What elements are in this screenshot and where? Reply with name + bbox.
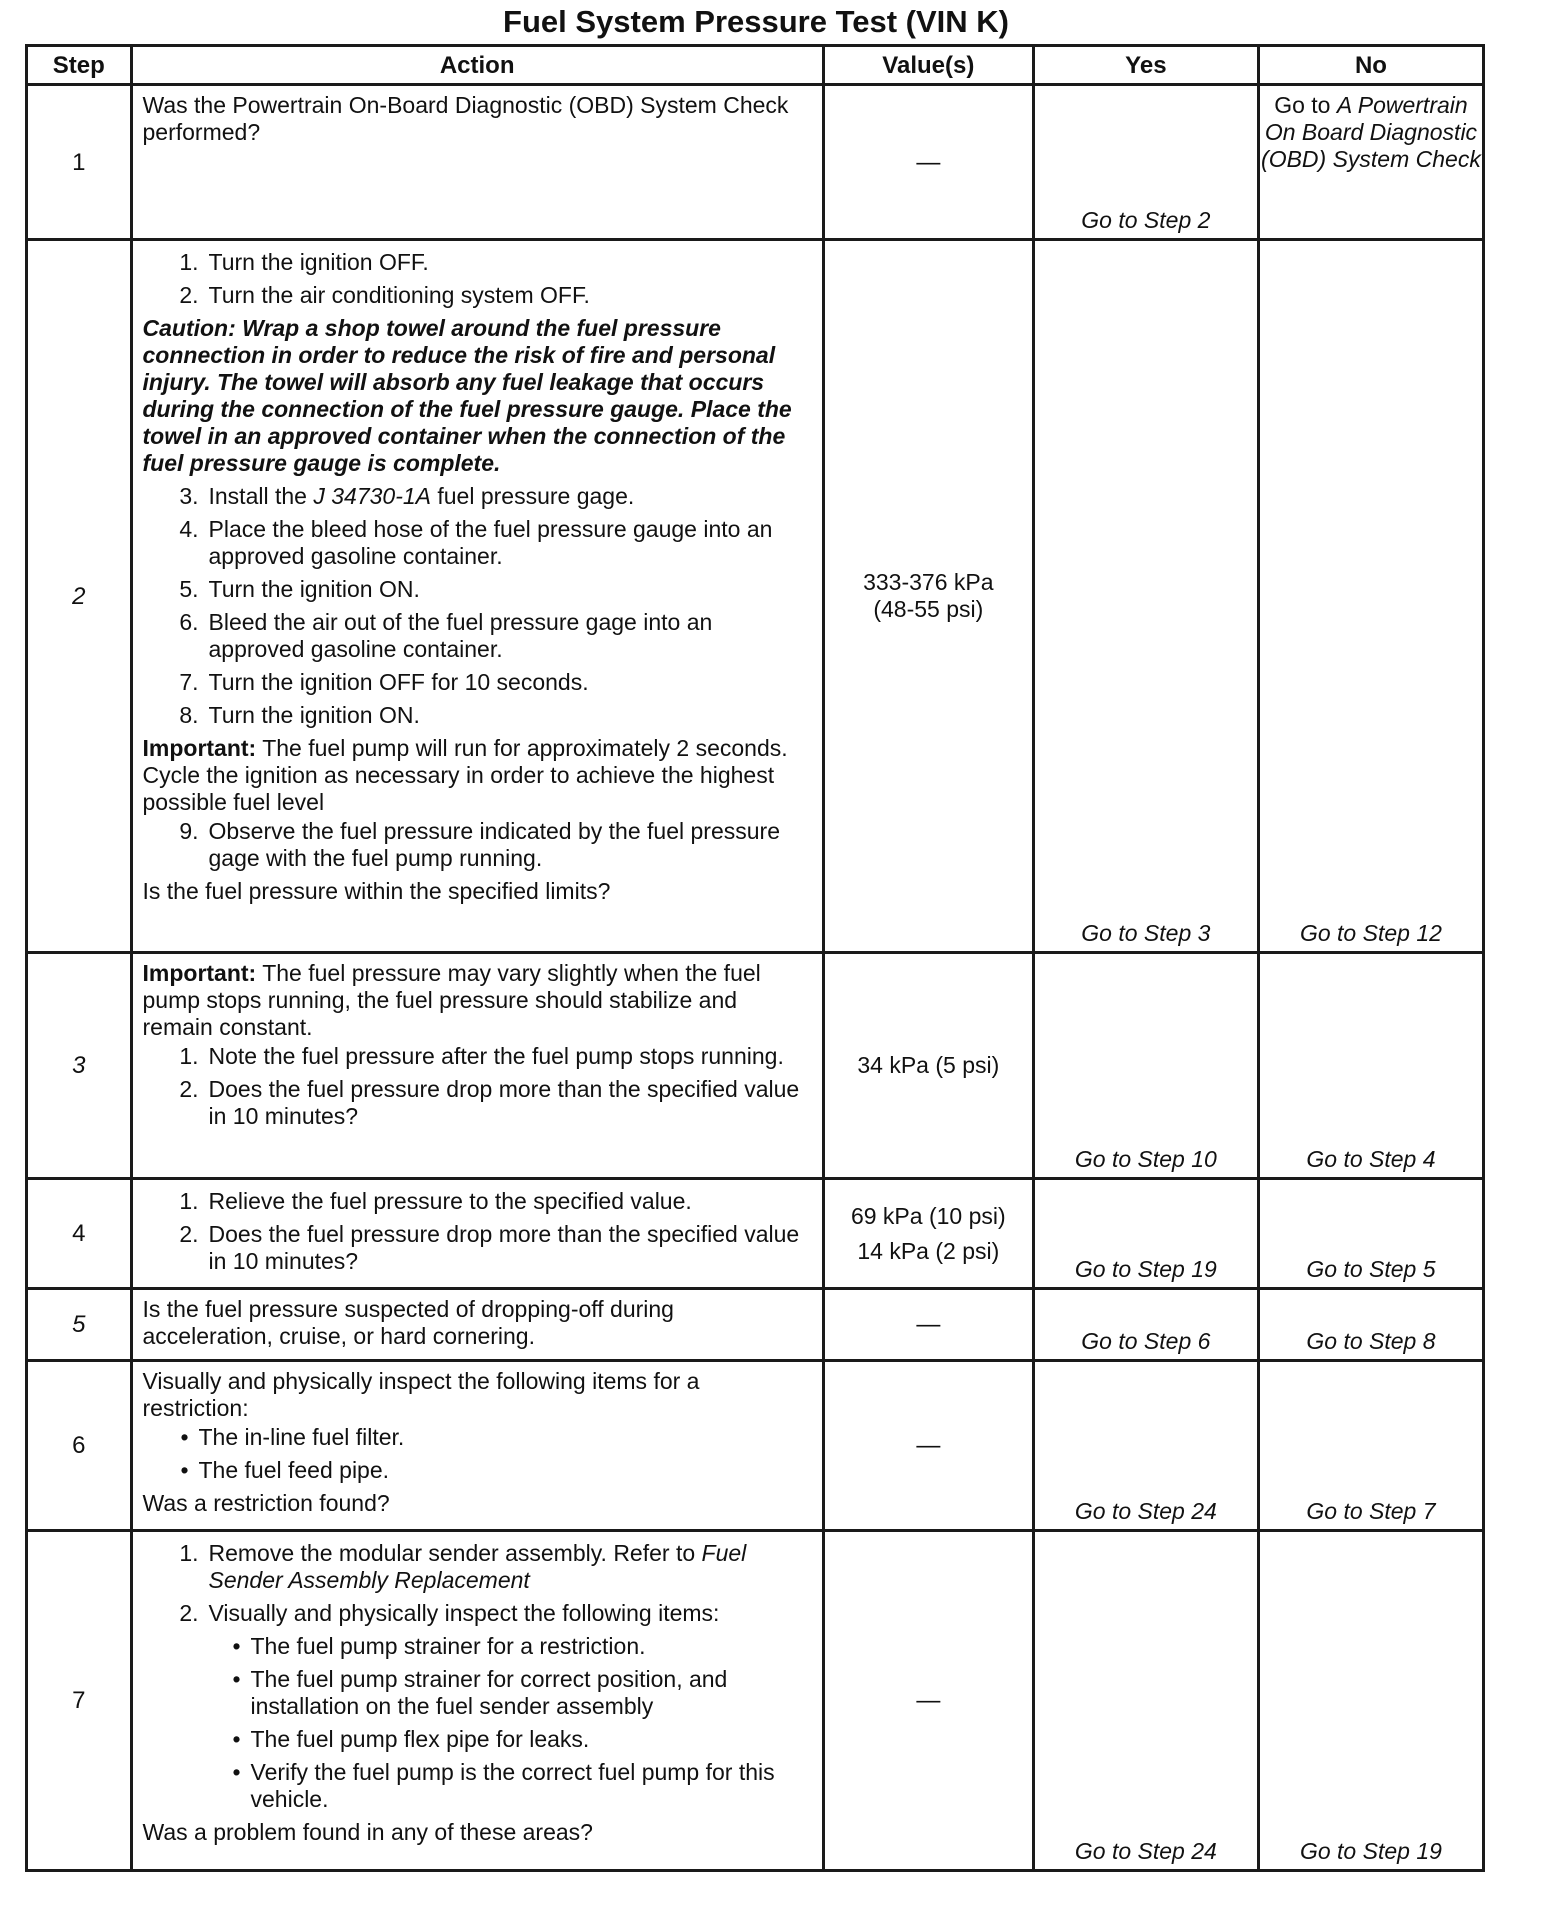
header-values: Value(s): [823, 46, 1033, 85]
value-text: —: [916, 148, 941, 176]
step-number: 4: [27, 1179, 132, 1289]
yes-cell: [1033, 1361, 1258, 1531]
step-number: 5: [27, 1289, 132, 1361]
bullet-item: • The in-line fuel filter.: [180, 1424, 405, 1450]
list-item: 5. Turn the ignition ON.: [179, 576, 420, 602]
action-cell: [131, 1361, 823, 1531]
no-link[interactable]: Go to Step 12: [1299, 920, 1442, 946]
no-cell: [1258, 85, 1483, 240]
no-cell: [1258, 1531, 1483, 1871]
step-number: 3: [27, 953, 132, 1179]
table-row: [27, 1289, 1484, 1361]
list-item: 7. Turn the ignition OFF for 10 seconds.: [179, 669, 589, 695]
value-cell: [823, 1179, 1033, 1289]
procedure-link[interactable]: Fuel Sender Assembly Replacement: [208, 1540, 747, 1593]
bullet-item: • The fuel pump strainer for correct position, and installation on the fuel sender assembly: [232, 1666, 728, 1719]
no-link[interactable]: Go to Step 4: [1306, 1146, 1436, 1172]
yes-cell: [1033, 85, 1258, 240]
action-text: Is the fuel pressure suspected of dropping-off during acceleration, cruise, or hard cornering.: [142, 1296, 674, 1349]
list-item: 1. Remove the modular sender assembly. Refer to Fuel Sender Assembly Replacement: [179, 1540, 747, 1593]
yes-link[interactable]: Go to Step 3: [1081, 920, 1211, 946]
diagnostic-table: [25, 44, 1485, 1872]
action-text: Was the Powertrain On-Board Diagnostic (OBD) System Check performed?: [142, 92, 789, 145]
value-text: 333-376 kPa: [863, 569, 994, 595]
value-cell: [823, 240, 1033, 953]
header-yes: Yes: [1033, 46, 1258, 85]
table-row: [27, 1361, 1484, 1531]
value-cell: [823, 953, 1033, 1179]
no-link[interactable]: A Powertrain On Board Diagnostic (OBD) System Check: [1261, 92, 1481, 172]
question-text: Is the fuel pressure within the specified limits?: [142, 878, 611, 904]
list-item: 6. Bleed the air out of the fuel pressure gage into an approved gasoline container.: [179, 609, 713, 662]
value-cell: [823, 1361, 1033, 1531]
value-text: —: [916, 1432, 941, 1459]
no-link[interactable]: Go to Step 7: [1306, 1498, 1436, 1524]
table-row: [27, 1531, 1484, 1871]
no-link[interactable]: Go to Step 5: [1306, 1256, 1436, 1282]
no-link[interactable]: Go to Step 19: [1299, 1838, 1442, 1864]
action-cell: [131, 85, 823, 240]
yes-cell: [1033, 1179, 1258, 1289]
no-cell: [1258, 1361, 1483, 1531]
important-note: Important: The fuel pump will run for approximately 2 seconds. Cycle the ignition as necessary in order to achieve the highest possible fuel level: [142, 735, 788, 815]
yes-link[interactable]: Go to Step 10: [1074, 1146, 1217, 1172]
no-cell: [1258, 953, 1483, 1179]
yes-link[interactable]: Go to Step 2: [1081, 207, 1211, 233]
no-link[interactable]: Go to Step 8: [1306, 1328, 1436, 1354]
yes-link[interactable]: Go to Step 6: [1081, 1328, 1211, 1354]
yes-cell: [1033, 953, 1258, 1179]
list-item: 2. Does the fuel pressure drop more than the specified value in 10 minutes?: [179, 1221, 800, 1274]
step-number: 7: [27, 1531, 132, 1871]
no-prefix: Go to: [1274, 92, 1337, 118]
value-text: —: [916, 1687, 941, 1714]
table-row: [27, 1179, 1484, 1289]
yes-cell: [1033, 240, 1258, 953]
action-cell: [131, 1289, 823, 1361]
yes-link[interactable]: Go to Step 19: [1074, 1256, 1217, 1282]
question-text: Was a problem found in any of these areas?: [142, 1819, 593, 1845]
value-cell: [823, 1289, 1033, 1361]
value-text: 69 kPa (10 psi): [850, 1202, 1006, 1229]
value-text: 14 kPa (2 psi): [857, 1237, 1000, 1264]
question-text: Was a restriction found?: [142, 1490, 390, 1516]
list-item: 9. Observe the fuel pressure indicated by the fuel pressure gage with the fuel pump running.: [179, 818, 780, 871]
action-cell: [131, 240, 823, 953]
yes-link[interactable]: Go to Step 24: [1074, 1498, 1217, 1524]
no-cell: [1258, 240, 1483, 953]
yes-cell: [1033, 1531, 1258, 1871]
step-number: 2: [27, 240, 132, 953]
action-intro: Visually and physically inspect the following items for a restriction:: [142, 1368, 700, 1421]
header-step: Step: [27, 46, 132, 85]
step-number: 1: [27, 85, 132, 240]
value-text: —: [916, 1311, 941, 1338]
header-no: No: [1258, 46, 1483, 85]
list-item: 8. Turn the ignition ON.: [179, 702, 420, 728]
action-cell: [131, 1531, 823, 1871]
bullet-item: • The fuel pump flex pipe for leaks.: [232, 1726, 590, 1752]
value-text: 34 kPa (5 psi): [857, 1052, 1000, 1078]
bullet-item: • The fuel feed pipe.: [180, 1457, 390, 1483]
bullet-item: • The fuel pump strainer for a restriction.: [232, 1633, 646, 1659]
yes-link[interactable]: Go to Step 24: [1074, 1838, 1217, 1864]
list-item: 1. Note the fuel pressure after the fuel pump stops running.: [179, 1043, 784, 1069]
action-cell: [131, 1179, 823, 1289]
table-row: [27, 953, 1484, 1179]
no-cell: [1258, 1179, 1483, 1289]
yes-cell: [1033, 1289, 1258, 1361]
table-row: [27, 85, 1484, 240]
action-cell: [131, 953, 823, 1179]
list-item: 2. Does the fuel pressure drop more than the specified value in 10 minutes?: [179, 1076, 800, 1129]
value-text: (48-55 psi): [873, 596, 984, 622]
list-item: 1. Relieve the fuel pressure to the specified value.: [179, 1188, 692, 1214]
important-note: Important: The fuel pressure may vary slightly when the fuel pump stops running, the fuel pressure should stabilize and remain constant.: [142, 960, 761, 1040]
no-cell: [1258, 1289, 1483, 1361]
list-item: 4. Place the bleed hose of the fuel pressure gauge into an approved gasoline container.: [179, 516, 773, 569]
bullet-item: • Verify the fuel pump is the correct fuel pump for this vehicle.: [232, 1759, 775, 1812]
header-action: Action: [131, 46, 823, 85]
value-cell: [823, 1531, 1033, 1871]
header-row: [27, 46, 1484, 85]
page-title: Fuel System Pressure Test (VIN K): [503, 4, 1009, 39]
list-item: 1. Turn the ignition OFF.: [179, 249, 429, 275]
list-item: 3. Install the J 34730-1A fuel pressure gage.: [179, 483, 635, 509]
value-cell: [823, 85, 1033, 240]
table-row: [27, 240, 1484, 953]
caution-note: Caution: Wrap a shop towel around the fuel pressure connection in order to reduce the risk of fire and personal injury. The towel will absorb any fuel leakage that occurs during the connection of the fuel pressure gauge. Place the towel in an approved container when the connection of the fuel pressure gauge is complete.: [142, 315, 792, 476]
tool-reference: J 34730-1A: [313, 483, 431, 509]
step-number: 6: [27, 1361, 132, 1531]
list-item: 2. Visually and physically inspect the following items:: [179, 1600, 720, 1626]
list-item: 2. Turn the air conditioning system OFF.: [179, 282, 590, 308]
